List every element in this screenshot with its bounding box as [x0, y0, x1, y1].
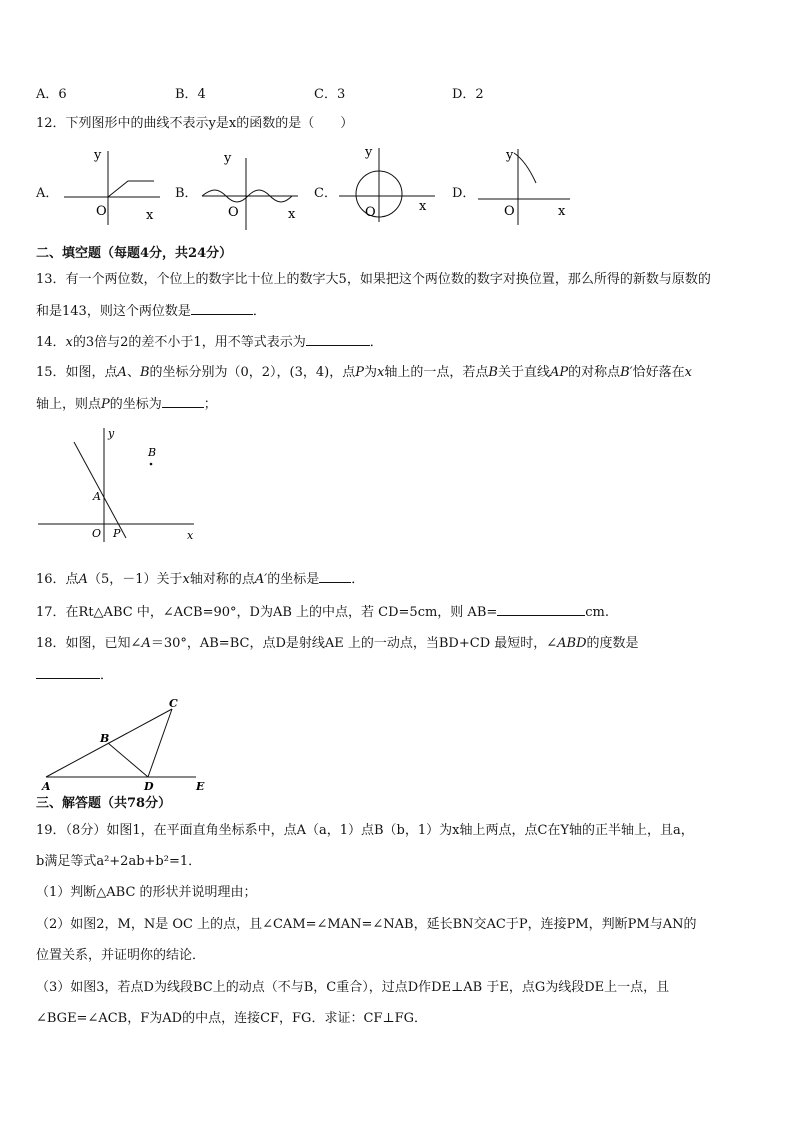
- q16-var-x: x: [182, 572, 190, 587]
- q12c-origin-label: O: [365, 205, 376, 220]
- q16-t2: （5，－1）关于: [87, 572, 183, 587]
- q18-fig-c: C: [169, 697, 178, 710]
- q11-option-b: B．4: [175, 87, 206, 102]
- q12-label-d: D．: [452, 186, 476, 201]
- q18-figure: [36, 695, 216, 795]
- q12-graph-d: [474, 143, 584, 228]
- q16-t4: 的坐标是: [267, 572, 320, 587]
- q15-end: ；: [203, 397, 217, 412]
- q12c-y-label: y: [365, 145, 373, 160]
- q13-answer-blank: [191, 302, 253, 315]
- q18-fig-d: D: [144, 780, 154, 793]
- q15-fig-p: P: [113, 527, 121, 540]
- q15-point-p: P: [355, 365, 364, 380]
- q16-answer-blank: [319, 570, 351, 583]
- q15-point-p2: P: [101, 397, 110, 412]
- q15-point-b2: B: [488, 365, 498, 380]
- q12a-x-label: x: [146, 208, 154, 223]
- q11-option-c: C．3: [314, 87, 346, 102]
- q15-t4: 轴上的一点，若点: [384, 365, 489, 380]
- q15-t5: 关于直线: [497, 365, 550, 380]
- q12-label-a: A．: [36, 186, 59, 201]
- q15-t9: 的坐标为: [109, 397, 162, 412]
- q14-line: [36, 333, 383, 352]
- q15-t1: 15．如图，点: [36, 365, 118, 380]
- q15-t3: 为: [364, 365, 378, 380]
- q12d-origin-label: O: [504, 204, 515, 219]
- q18-t3: 的度数是: [586, 636, 639, 651]
- q18-t1: 18．如图，已知∠: [36, 636, 142, 651]
- q16-point-aprime: A′: [254, 572, 268, 587]
- q11-option-d: D．2: [452, 87, 484, 102]
- q19-part1: （1）判断△ABC 的形状并说明理由；: [36, 885, 257, 900]
- q15-t2: 的坐标分别为（0，2），(3，4)，点: [149, 365, 356, 380]
- q15-line1: [36, 364, 692, 382]
- q15-figure: [36, 422, 206, 547]
- q12c-x-label: x: [419, 199, 427, 214]
- q15-point-a: A: [117, 365, 127, 380]
- q19-line2: b满足等式a²+2ab+b²=1．: [36, 854, 202, 869]
- q12b-x-label: x: [288, 207, 296, 222]
- q18-answer-blank: [36, 666, 100, 679]
- q19-part3-line2: ∠BGE=∠ACB，F为AD的中点，连接CF，FG．求证：CF⊥FG．: [36, 1011, 428, 1026]
- q15-fig-y: y: [108, 427, 115, 440]
- q18-line1: [36, 635, 639, 653]
- q12-graph-c: [335, 140, 445, 225]
- q15-var-x: x: [377, 365, 385, 380]
- q12d-y-label: y: [506, 148, 514, 163]
- q15-sep: 、: [126, 365, 140, 380]
- q18-fig-e: E: [196, 780, 205, 793]
- q14-text: 的3倍与2的差不小于1，用不等式表示为: [72, 335, 306, 350]
- q18-angle-abd: ABD: [557, 636, 587, 651]
- q12d-x-label: x: [558, 204, 566, 219]
- q17-answer-blank: [497, 603, 585, 616]
- q15-fig-x: x: [187, 529, 194, 542]
- q16-line: [36, 570, 364, 589]
- q14-number: 14．: [36, 335, 66, 350]
- q16-t3: 轴对称的点: [189, 572, 255, 587]
- q11-option-a: A．6: [36, 87, 67, 102]
- q15-var-x2: x: [684, 365, 692, 380]
- q14-answer-blank: [306, 333, 370, 346]
- q12-label-b: B．: [175, 186, 198, 201]
- q18-fig-a: A: [42, 780, 51, 793]
- q12-graph-b: [198, 148, 308, 233]
- q12-stem: 12．下列图形中的曲线不表示y是x的函数的是（ ）: [36, 116, 354, 131]
- q15-fig-b: B: [148, 446, 157, 459]
- q15-point-b: B: [139, 365, 150, 380]
- q14-var-x: x: [65, 335, 73, 350]
- q13-line2: [36, 302, 266, 321]
- q15-point-bprime: B′: [620, 365, 633, 380]
- q12a-y-label: y: [94, 148, 102, 163]
- q16-end: ．: [351, 572, 365, 587]
- q14-end: ．: [369, 335, 383, 350]
- q17-text: 17．在Rt△ABC 中，∠ACB=90°，D为AB 上的中点，若 CD=5cm，则 AB=: [36, 605, 498, 620]
- q15-t7: 恰好落在: [632, 365, 685, 380]
- q12-label-c: C．: [314, 186, 337, 201]
- q19-part2-line2: 位置关系，并证明你的结论．: [36, 948, 206, 963]
- q15-line2: [36, 395, 217, 414]
- q13-end: ．: [252, 304, 266, 319]
- q13-line1: 13．有一个两位数，个位上的数字比十位上的数字大5，如果把这个两位数的数字对换位置，那么所得的新数与原数的: [36, 272, 711, 287]
- q17-line: [36, 603, 609, 622]
- q16-t1: 16．点: [36, 572, 79, 587]
- q15-answer-blank: [162, 395, 204, 408]
- section3-title: 三、解答题（共78分）: [36, 796, 172, 811]
- q17-unit: cm.: [585, 605, 610, 620]
- section2-title: 二、填空题（每题4分，共24分）: [36, 246, 233, 261]
- q19-line1: 19．（8分）如图1，在平面直角坐标系中，点A（a，1）点B（b，1）为x轴上两点，点C在Y轴的正半轴上，且a，: [36, 823, 694, 838]
- q19-part3-line1: （3）如图3，若点D为线段BC上的动点（不与B，C重合），过点D作DE⊥AB 于E，点G为线段DE上一点，且: [36, 980, 670, 995]
- q15-fig-a: A: [93, 490, 101, 503]
- q15-fig-o: O: [92, 527, 102, 540]
- q18-t2: ＝30°，AB=BC，点D是射线AE 上的一动点，当BD+CD 最短时，∠: [150, 636, 558, 651]
- q18-fig-b: B: [100, 732, 110, 745]
- q15-t8: 轴上，则点: [36, 397, 102, 412]
- q18-line2: [36, 666, 113, 685]
- q15-t6: 的对称点: [568, 365, 621, 380]
- q12-graph-a: [60, 143, 170, 228]
- q12b-origin-label: O: [228, 205, 239, 220]
- q18-end: ．: [100, 668, 114, 683]
- q12a-origin-label: O: [96, 204, 107, 219]
- q13-text: 和是143，则这个两位数是: [36, 304, 191, 319]
- q12b-y-label: y: [224, 151, 232, 166]
- q19-part2-line1: （2）如图2，M，N是 OC 上的点，且∠CAM=∠MAN=∠NAB，延长BN交AC于P，连接PM，判断PM与AN的: [36, 917, 697, 932]
- q15-line-ap: AP: [549, 365, 569, 380]
- q18-angle-a: A: [141, 636, 151, 651]
- q16-point-a: A: [78, 572, 88, 587]
